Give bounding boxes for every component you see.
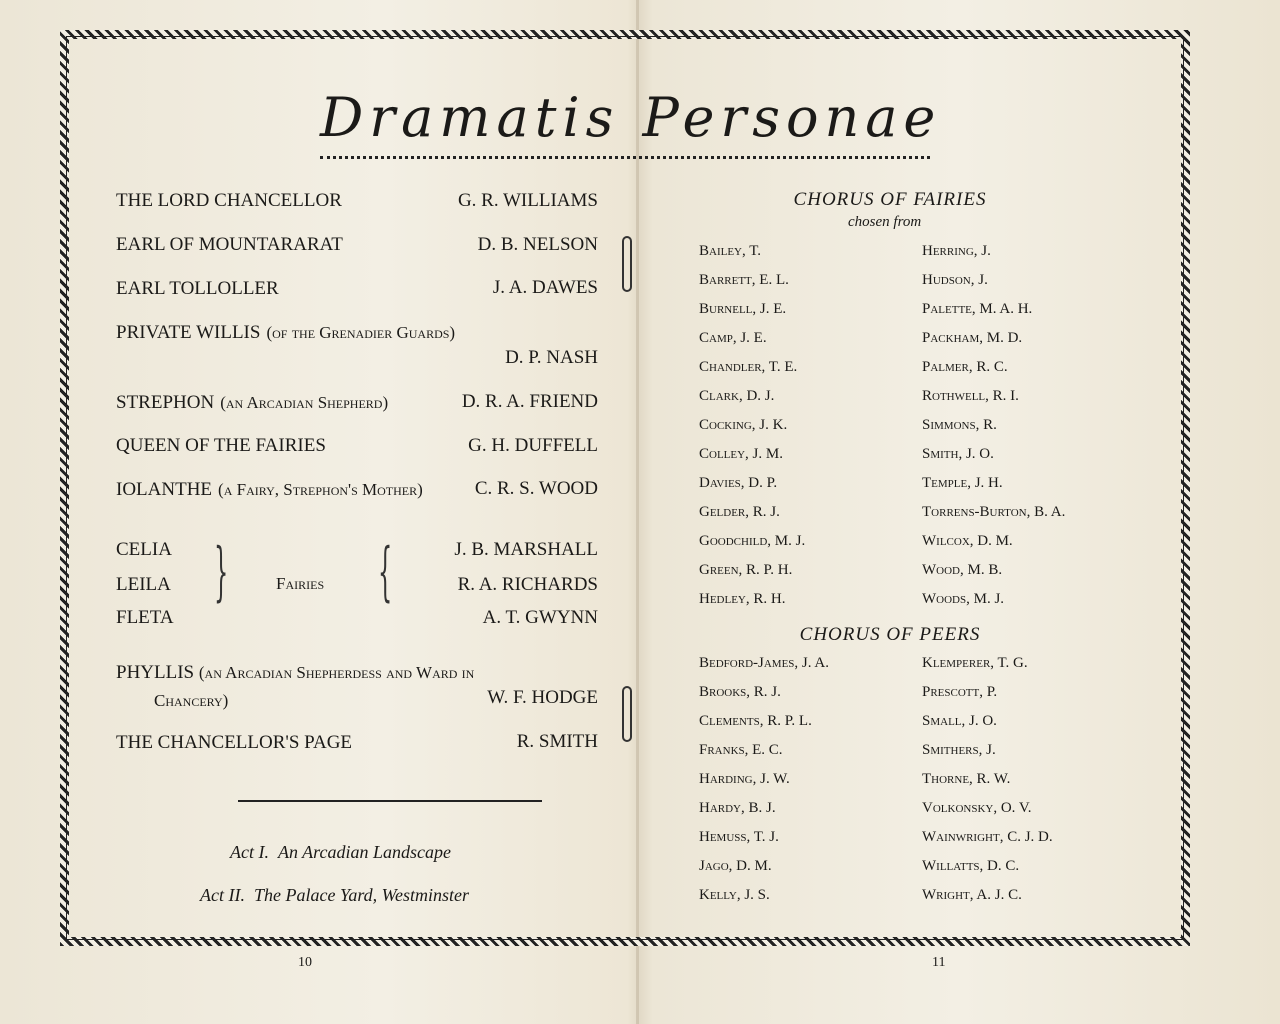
chorus-member: Willatts, D. C. [922, 858, 1020, 874]
chorus-member: Cocking, J. K. [699, 417, 788, 433]
role-entry [116, 392, 388, 414]
page-number-right: 11 [932, 955, 946, 970]
chorus-member: Temple, J. H. [922, 475, 1003, 491]
chorus-member: Camp, J. E. [699, 330, 767, 346]
chorus-peers-heading: CHORUS OF PEERS [799, 624, 981, 645]
role-name [116, 662, 474, 684]
chorus-member: Clark, D. J. [699, 388, 775, 404]
role-entry [116, 278, 279, 300]
actor-name: D. B. NELSON [477, 234, 598, 255]
actor-name: A. T. GWYNN [482, 607, 598, 628]
actor-name: W. F. HODGE [487, 687, 598, 708]
actor-name: G. R. WILLIAMS [457, 190, 598, 211]
role-title: EARL TOLLOLLER [116, 278, 279, 299]
role-title: IOLANTHE [116, 479, 213, 500]
role-note: (a Fairy, Strephon's Mother) [218, 480, 423, 499]
chorus-member: Chandler, T. E. [699, 359, 798, 375]
chorus-member: Hardy, B. J. [699, 800, 776, 816]
role-name: LEILA [116, 574, 171, 595]
act-setting: The Palace Yard, Westminster [253, 885, 469, 905]
page-title: Dramatis Personae [320, 86, 942, 149]
chorus-member: Barrett, E. L. [699, 272, 789, 288]
role-entry [116, 479, 423, 501]
chorus-subheading: chosen from [848, 214, 922, 230]
actor-name: G. H. DUFFELL [468, 435, 598, 456]
chorus-member: Packham, M. D. [922, 330, 1023, 346]
left-brace-icon: { [378, 535, 393, 609]
chorus-member: Torrens-Burton, B. A. [922, 504, 1066, 520]
role-entry [116, 322, 455, 344]
role-entry [116, 190, 342, 212]
actor-name: R. SMITH [516, 731, 598, 752]
chorus-member: Harding, J. W. [699, 771, 790, 787]
chorus-member: Brooks, R. J. [699, 684, 781, 700]
role-note: Chancery) [154, 691, 229, 710]
chorus-member: Wainwright, C. J. D. [922, 829, 1053, 845]
fairies-label: Fairies [276, 574, 325, 593]
chorus-member: Wilcox, D. M. [922, 533, 1013, 549]
chorus-member: Kelly, J. S. [699, 887, 770, 903]
chorus-member: Bedford-James, J. A. [699, 655, 829, 671]
actor-name: R. A. RICHARDS [457, 574, 598, 595]
chorus-member: Hedley, R. H. [699, 591, 786, 607]
chorus-member: Small, J. O. [922, 713, 997, 729]
chorus-member: Jago, D. M. [699, 858, 772, 874]
chorus-member: Goodchild, M. J. [699, 533, 806, 549]
role-entry [116, 435, 326, 457]
chorus-member: Green, R. P. H. [699, 562, 793, 578]
chorus-member: Smithers, J. [922, 742, 996, 758]
chorus-member: Smith, J. O. [922, 446, 994, 462]
act-line [230, 842, 451, 863]
chorus-member: Simmons, R. [922, 417, 997, 433]
act-setting: An Arcadian Landscape [277, 842, 451, 862]
role-note: (an Arcadian Shepherd) [220, 393, 389, 412]
chorus-member: Hudson, J. [922, 272, 988, 288]
actor-name: D. P. NASH [505, 347, 598, 368]
chorus-member: Wood, M. B. [922, 562, 1003, 578]
role-title: THE LORD CHANCELLOR [116, 190, 342, 211]
act-number: Act I. [230, 842, 269, 862]
acts-divider [238, 800, 542, 802]
act-number: Act II. [200, 885, 245, 905]
chorus-member: Gelder, R. J. [699, 504, 780, 520]
role-name: FLETA [116, 607, 174, 628]
chorus-member: Colley, J. M. [699, 446, 783, 462]
page-number-left: 10 [298, 955, 312, 970]
role-title: PHYLLIS [116, 662, 195, 683]
chorus-member: Burnell, J. E. [699, 301, 787, 317]
chorus-member: Rothwell, R. I. [922, 388, 1019, 404]
staple [622, 236, 632, 292]
role-title: STREPHON [116, 392, 215, 413]
title-underline [320, 156, 930, 163]
role-title: PRIVATE WILLIS [116, 322, 261, 343]
role-title: EARL OF MOUNTARARAT [116, 234, 343, 255]
right-brace-icon: } [214, 535, 229, 609]
chorus-member: Davies, D. P. [699, 475, 778, 491]
role-name: CELIA [116, 539, 172, 560]
chorus-member: Volkonsky, O. V. [922, 800, 1032, 816]
chorus-member: Klemperer, T. G. [922, 655, 1028, 671]
actor-name: D. R. A. FRIEND [461, 391, 598, 412]
chorus-member: Palmer, R. C. [922, 359, 1008, 375]
actor-name: C. R. S. WOOD [474, 478, 598, 499]
role-note: (of the Grenadier Guards) [266, 323, 456, 342]
chorus-member: Woods, M. J. [922, 591, 1005, 607]
role-entry [116, 234, 343, 256]
act-line [200, 885, 469, 906]
chorus-member: Franks, E. C. [699, 742, 783, 758]
actor-name: J. B. MARSHALL [454, 539, 598, 560]
chorus-member: Palette, M. A. H. [922, 301, 1033, 317]
role-title: QUEEN OF THE FAIRIES [116, 435, 326, 456]
chorus-member: Thorne, R. W. [922, 771, 1011, 787]
role-note: (an Arcadian Shepherdess and Ward in [198, 663, 475, 682]
chorus-member: Hemuss, T. J. [699, 829, 779, 845]
chorus-member: Bailey, T. [699, 243, 762, 259]
chorus-member: Herring, J. [922, 243, 991, 259]
role-name: THE CHANCELLOR'S PAGE [116, 732, 353, 753]
actor-name: J. A. DAWES [492, 277, 598, 298]
chorus-member: Wright, A. J. C. [922, 887, 1022, 903]
chorus-member: Prescott, P. [922, 684, 998, 700]
chorus-fairies-heading: CHORUS OF FAIRIES [793, 189, 987, 210]
chorus-member: Clements, R. P. L. [699, 713, 812, 729]
staple [622, 686, 632, 742]
